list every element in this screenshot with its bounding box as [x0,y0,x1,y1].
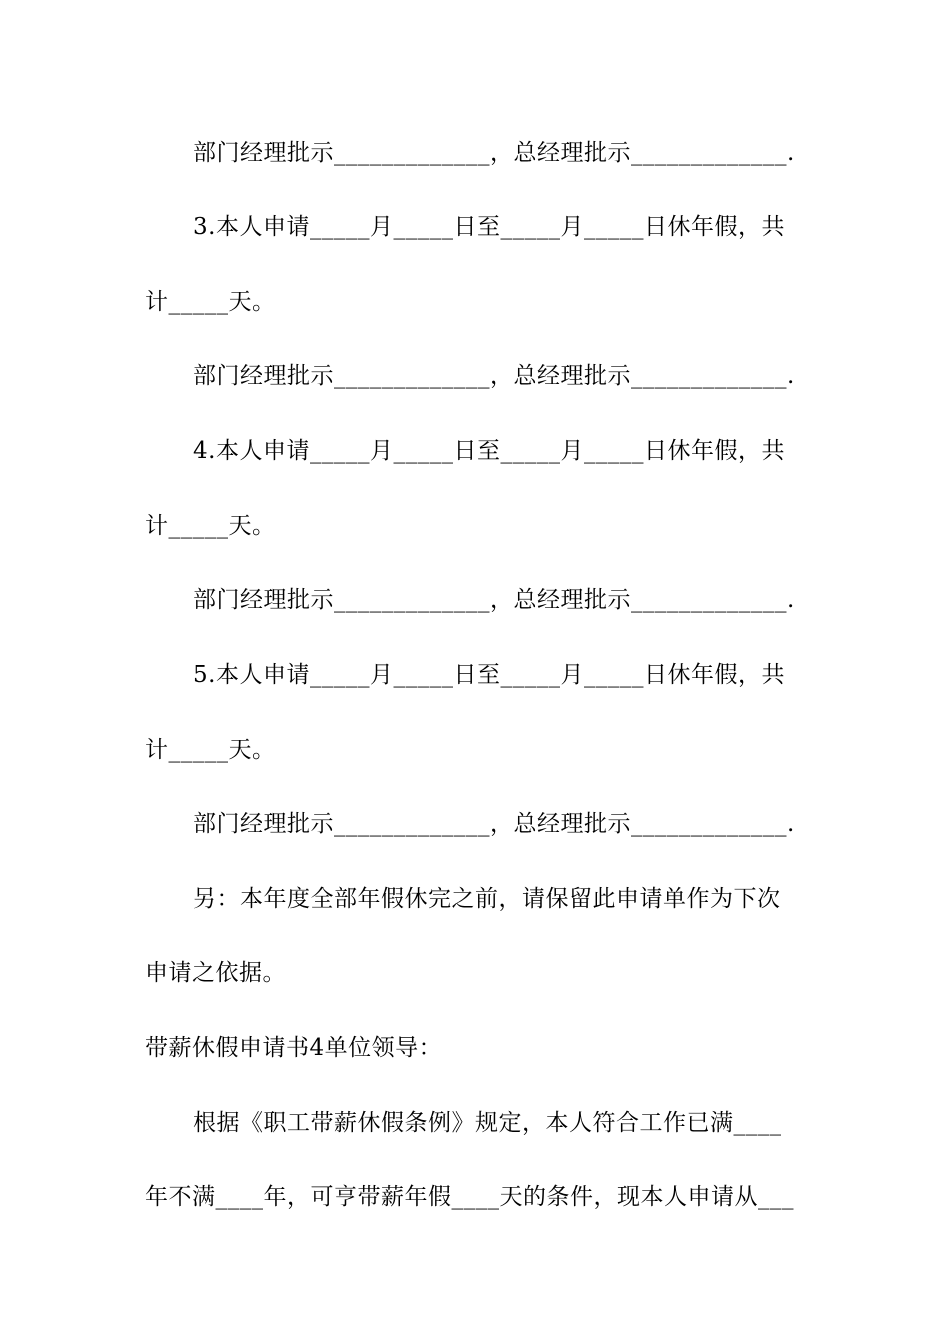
approval-line: 部门经理批示_____________，总经理批示_____________. [193,587,795,613]
note-paragraph-line: 申请之依据。 [145,960,286,986]
approval-line: 部门经理批示_____________，总经理批示_____________. [193,811,795,837]
leave-request-line-5: 5.本人申请_____月_____日至_____月_____日休年假，共 [193,662,785,688]
body-paragraph-line: 根据《职工带薪休假条例》规定，本人符合工作已满____ [193,1110,782,1136]
body-paragraph-line: 年不满____年，可亨带薪年假____天的条件，现本人申请从___ [145,1184,794,1210]
approval-line: 部门经理批示_____________，总经理批示_____________. [193,363,795,389]
leave-total-days-line: 计_____天。 [145,513,276,539]
leave-request-line-4: 4.本人申请_____月_____日至_____月_____日休年假，共 [193,438,785,464]
section-heading: 带薪休假申请书4单位领导： [145,1035,443,1061]
leave-total-days-line: 计_____天。 [145,737,276,763]
approval-line: 部门经理批示_____________，总经理批示_____________. [193,140,795,166]
leave-total-days-line: 计_____天。 [145,289,276,315]
leave-request-line-3: 3.本人申请_____月_____日至_____月_____日休年假，共 [193,214,785,240]
note-paragraph-line: 另：本年度全部年假休完之前，请保留此申请单作为下次 [193,886,781,912]
